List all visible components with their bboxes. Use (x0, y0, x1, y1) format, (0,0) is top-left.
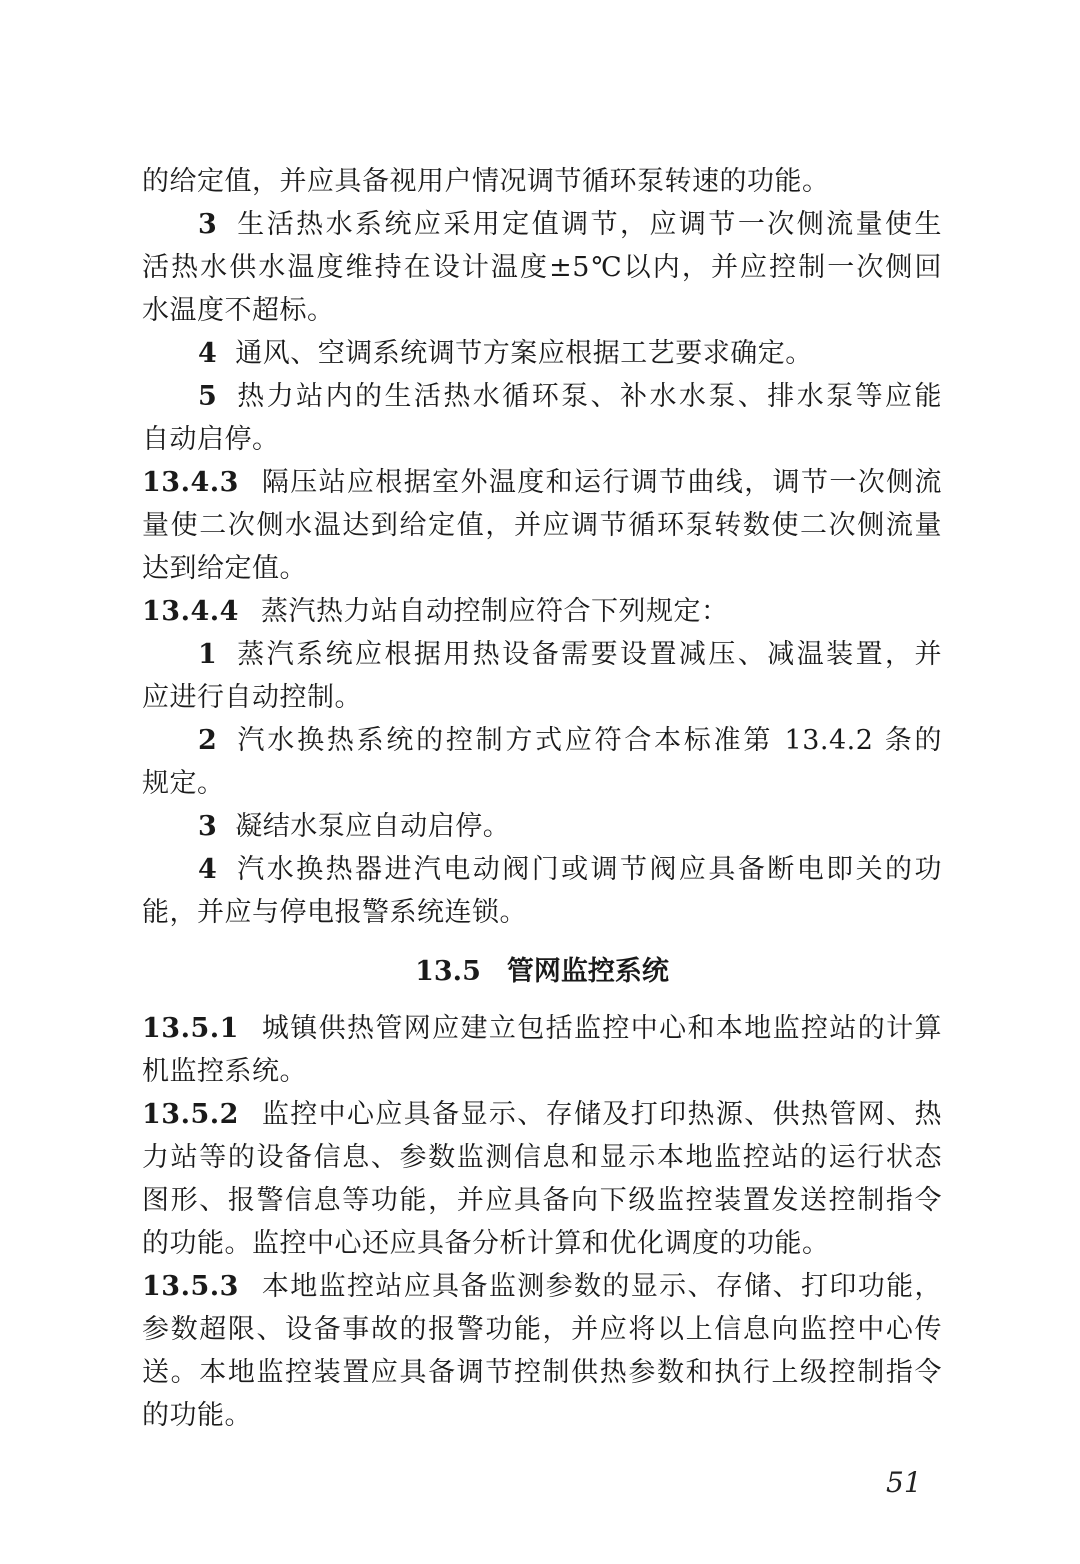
clause-line: 13.4.4 蒸汽热力站自动控制应符合下列规定： (142, 596, 729, 627)
section-title: 管网监控系统 (506, 956, 669, 987)
text-line: 量使二次侧水温达到给定值，并应调节循环泵转数使二次侧流量 (142, 510, 942, 541)
text-line: 图形、报警信息等功能，并应具备向下级监控装置发送控制指令 (142, 1185, 942, 1216)
clause-number: 13.5.1 (142, 1013, 239, 1044)
text-line: 送。本地监控装置应具备调节控制供热参数和执行上级控制指令 (142, 1357, 942, 1388)
section-number: 13.5 (415, 956, 481, 987)
text-line: 活热水供水温度维持在设计温度±5℃以内，并应控制一次侧回 (142, 252, 942, 283)
text-line: 应进行自动控制。 (142, 682, 362, 713)
text-line: 机监控系统。 (142, 1056, 307, 1087)
item-number: 2 (198, 725, 218, 756)
text-line: 参数超限、设备事故的报警功能，并应将以上信息向监控中心传 (142, 1314, 942, 1345)
item-line: 3 生活热水系统应采用定值调节，应调节一次侧流量使生 (198, 209, 942, 240)
text-line: 能，并应与停电报警系统连锁。 (142, 897, 527, 928)
item-line: 1 蒸汽系统应根据用热设备需要设置减压、减温装置，并 (198, 639, 942, 670)
text-line: 的功能。 (142, 1400, 252, 1431)
item-number: 4 (198, 338, 218, 369)
clause-line: 13.5.3 本地监控站应具备监测参数的显示、存储、打印功能， (142, 1271, 942, 1302)
item-number: 3 (198, 811, 218, 842)
clause-line: 13.4.3 隔压站应根据室外温度和运行调节曲线，调节一次侧流 (142, 467, 942, 498)
document-page (142, 160, 942, 1437)
clause-number: 13.4.3 (142, 467, 239, 498)
clause-number: 13.5.3 (142, 1271, 239, 1302)
clause-number: 13.4.4 (142, 596, 239, 627)
item-number: 4 (198, 854, 218, 885)
item-line: 5 热力站内的生活热水循环泵、补水水泵、排水泵等应能 (198, 381, 942, 412)
item-line: 2 汽水换热系统的控制方式应符合本标准第 13.4.2 条的 (198, 725, 942, 756)
clause-line: 13.5.2 监控中心应具备显示、存储及打印热源、供热管网、热 (142, 1099, 942, 1130)
text-line: 规定。 (142, 768, 225, 799)
item-line: 4 汽水换热器进汽电动阀门或调节阀应具备断电即关的功 (198, 854, 942, 885)
item-line: 3 凝结水泵应自动启停。 (198, 811, 511, 842)
clause-number: 13.5.2 (142, 1099, 239, 1130)
item-number: 3 (198, 209, 218, 240)
section-heading (142, 950, 942, 993)
item-number: 5 (198, 381, 218, 412)
text-line: 水温度不超标。 (142, 295, 335, 326)
clause-line: 13.5.1 城镇供热管网应建立包括监控中心和本地监控站的计算 (142, 1013, 942, 1044)
text-line: 的给定值，并应具备视用户情况调节循环泵转速的功能。 (142, 166, 830, 197)
item-number: 1 (198, 639, 218, 670)
text-line: 力站等的设备信息、参数监测信息和显示本地监控站的运行状态 (142, 1142, 942, 1173)
item-line: 4 通风、空调系统调节方案应根据工艺要求确定。 (198, 338, 813, 369)
text-line: 自动启停。 (142, 424, 280, 455)
page-number: 51 (886, 1466, 922, 1499)
text-line: 达到给定值。 (142, 553, 307, 584)
text-line: 的功能。监控中心还应具备分析计算和优化调度的功能。 (142, 1228, 830, 1259)
